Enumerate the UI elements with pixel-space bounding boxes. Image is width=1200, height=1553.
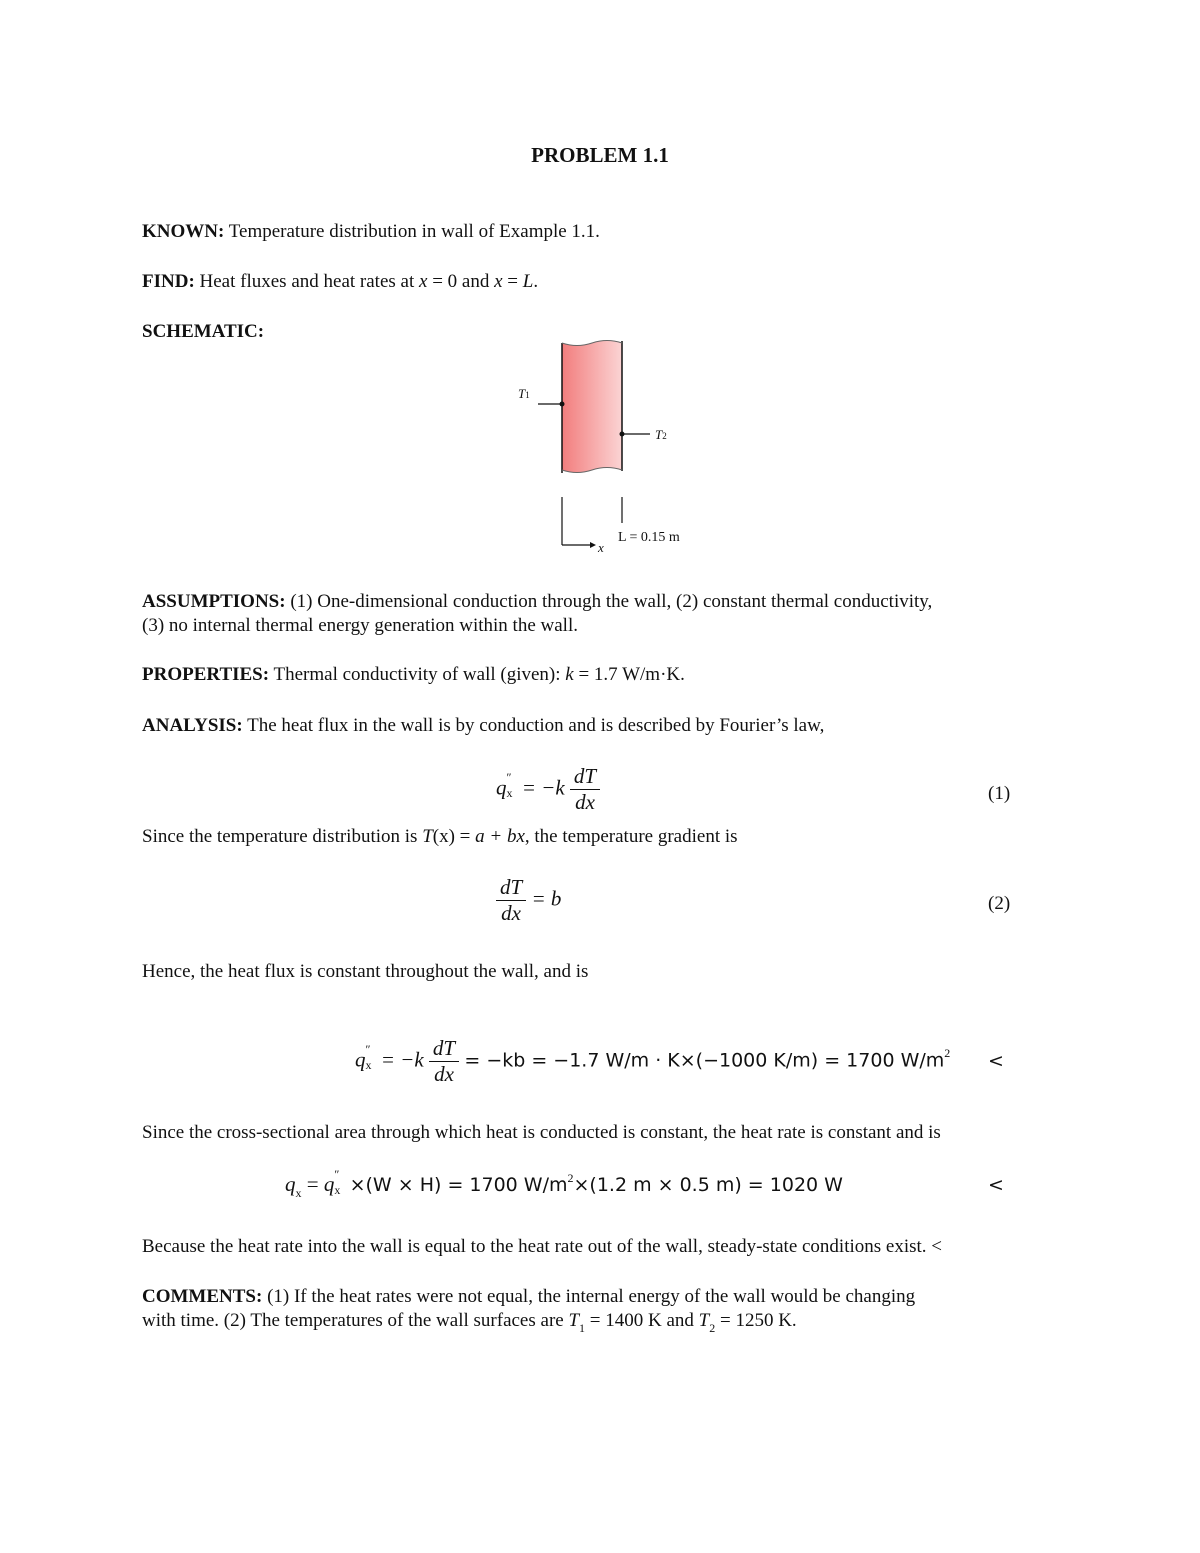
find-eq0: = 0 and	[432, 271, 490, 292]
find-x1: x	[419, 271, 428, 292]
equation-3: q ″ x = −k $\frac{dT}{dx}$ = −kb = −1.7 W/m · K×(−1000 K/m) = 1700 $W/m^2$	[355, 1036, 951, 1086]
because-line: Because the heat rate into the wall is equal to the heat rate out of the wall, steady-state conditions exist. <	[142, 1236, 943, 1257]
problem-title: PROBLEM 1.1	[531, 143, 669, 167]
comments-line2: with time. (2) The temperatures of the wall surfaces are $T_1 = 1400$ K and $T_2 = 1250$ K.	[142, 1310, 797, 1335]
schematic-label: SCHEMATIC:	[142, 321, 265, 342]
check-mark-1: <	[988, 1050, 1004, 1072]
equation-4: $q_x = q$ ″ x ×(W × H) = 1700 $W/m^2\times(1.2$ m × 0.5 m) = 1020 W	[285, 1167, 843, 1200]
hence-line: Hence, the heat flux is constant throughout the wall, and is	[142, 961, 589, 982]
equation-1-number: (1)	[988, 783, 1011, 804]
properties-line: PROPERTIES: Thermal conductivity of wall (given): k = 1.7 W/m·K.	[142, 664, 685, 685]
find-end: .	[533, 271, 539, 292]
find-L: L	[522, 271, 534, 292]
find-label: FIND:	[142, 271, 195, 292]
comments-label: COMMENTS:	[142, 1286, 263, 1307]
known-label: KNOWN:	[142, 221, 225, 242]
x-axis-arrow	[590, 542, 596, 548]
wall-body	[562, 341, 622, 473]
find-eqL: =	[507, 271, 518, 292]
assumptions-line2: (3) no internal thermal energy generation within the wall.	[142, 615, 578, 636]
x-axis-label: x	[598, 540, 604, 555]
since-line-1: Since the temperature distribution is T(x) = a + bx, the temperature gradient is	[142, 826, 738, 847]
t2-dot	[620, 432, 625, 437]
wall-schematic	[500, 335, 720, 565]
known-text: Temperature distribution in wall of Example 1.1.	[228, 221, 600, 242]
t1-dot	[560, 402, 565, 407]
assumptions-label: ASSUMPTIONS:	[142, 591, 286, 612]
since-line-2: Since the cross-sectional area through which heat is conducted is constant, the heat rate is constant and is	[142, 1122, 941, 1143]
assumptions-line1: ASSUMPTIONS: (1) One-dimensional conduction through the wall, (2) constant thermal conductivity,	[142, 591, 933, 612]
equation-1: q ″ x = −k $\frac{dT}{dx}$	[496, 764, 600, 815]
t1-label: T1	[518, 386, 530, 401]
analysis-line: ANALYSIS: The heat flux in the wall is by conduction and is described by Fourier’s law,	[142, 715, 825, 736]
analysis-label: ANALYSIS:	[142, 715, 243, 736]
equation-2: $\frac{dT}{dx}$ = b	[496, 875, 561, 926]
equation-2-number: (2)	[988, 893, 1011, 914]
comments-line1: COMMENTS: (1) If the heat rates were not equal, the internal energy of the wall would be changing	[142, 1286, 916, 1307]
known-line	[142, 220, 600, 244]
find-x2: x	[494, 271, 503, 292]
properties-label: PROPERTIES:	[142, 664, 270, 685]
t2-label: T2	[655, 427, 667, 442]
find-text: Heat fluxes and heat rates at	[199, 271, 415, 292]
find-line	[142, 270, 538, 294]
check-mark-2: <	[988, 1174, 1004, 1196]
length-label: L = 0.15 m	[618, 530, 680, 545]
